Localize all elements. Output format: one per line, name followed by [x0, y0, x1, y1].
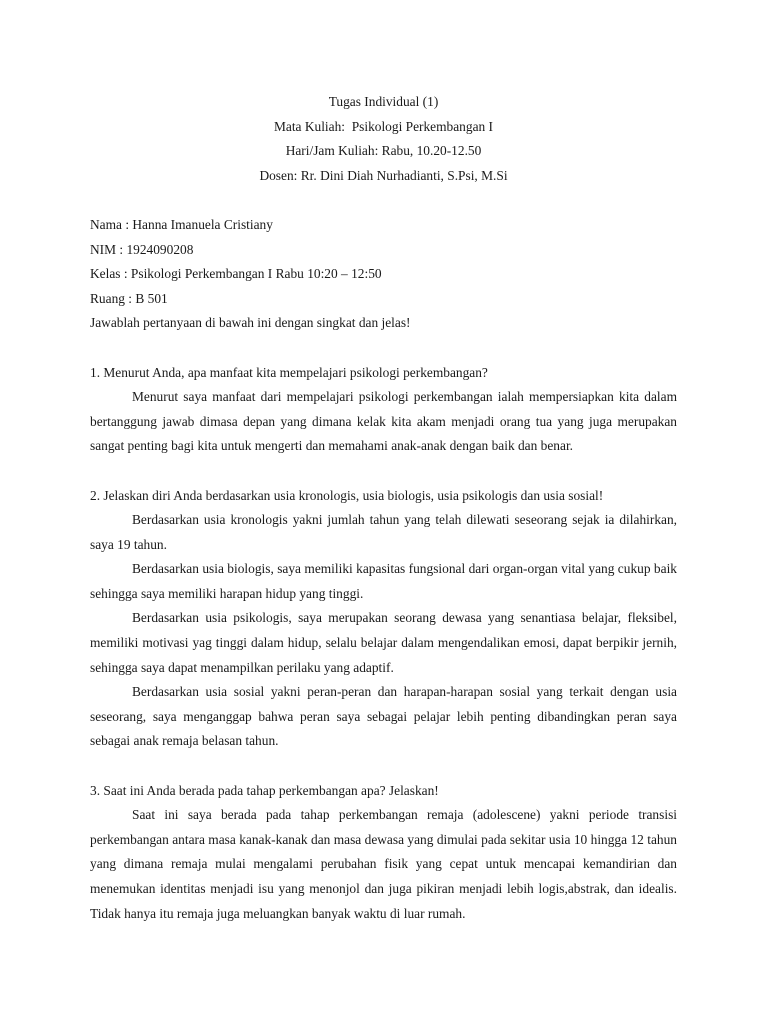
student-room: Ruang : B 501: [90, 290, 168, 306]
question-1: 1. Menurut Anda, apa manfaat kita mempelajari psikologi perkembangan?: [90, 364, 488, 380]
answer-paragraph: Saat ini saya berada pada tahap perkembangan remaja (adolescene) yakni periode transisi perkembangan antara masa kanak-kanak dan masa dewasa yang dimulai pada sekitar usia 10 hingga 12 tahun yang dimana remaja mulai mengalami perubahan fisik yang cepat untuk mencapai kemandirian dan menemukan identitas menjadi isu yang menonjol dan juga pikiran menjadi lebih logis,abstrak, dan idealis. Tidak hanya itu remaja juga meluangkan banyak waktu di luar rumah.: [90, 807, 677, 921]
answer-paragraph: Berdasarkan usia biologis, saya memiliki kapasitas fungsional dari organ-organ vital yang cukup baik sehingga saya memiliki harapan hidup yang tinggi.: [90, 561, 677, 601]
question-2: 2. Jelaskan diri Anda berdasarkan usia kronologis, usia biologis, usia psikologis dan usia sosial!: [90, 487, 604, 503]
spacer: [90, 336, 677, 361]
answer-paragraph: Berdasarkan usia sosial yakni peran-peran dan harapan-harapan sosial yang terkait dengan usia seseorang, saya menganggap bahwa peran saya sebagai pelajar lebih penting dibandingkan peran saya sebagai anak remaja belasan tahun.: [90, 684, 677, 749]
student-nim: NIM : 1924090208: [90, 241, 194, 257]
answer-paragraph: Berdasarkan usia kronologis yakni jumlah tahun yang telah dilewati seseorang sejak ia dilahirkan, saya 19 tahun.: [90, 512, 677, 552]
schedule-line: Hari/Jam Kuliah: Rabu, 10.20-12.50: [285, 143, 482, 159]
question-block-3: [90, 779, 677, 927]
answer-paragraph: Menurut saya manfaat dari mempelajari psikologi perkembangan ialah mempersiapkan kita dalam bertanggung jawab dimasa depan yang dimana kelak kita akam menjadi orang tua yang juga merupakan sangat penting bagi kita untuk mengerti dan memahami anak-anak dengan baik dan benar.: [90, 389, 677, 454]
question-3: 3. Saat ini Anda berada pada tahap perkembangan apa? Jelaskan!: [90, 782, 439, 798]
assignment-title: Tugas Individual (1): [328, 94, 439, 109]
question-block-2: [90, 484, 677, 755]
answer-paragraph: Berdasarkan usia psikologis, saya merupakan seorang dewasa yang senantiasa belajar, fleksibel, memiliki motivasi yag tinggi dalam hidup, selalu belajar dalam mengendalikan emosi, dapat berpikir jernih, sehingga saya dapat menampilkan perilaku yang adaptif.: [90, 610, 677, 675]
course-line: Mata Kuliah: Psikologi Perkembangan I: [273, 118, 494, 134]
instruction-line: Jawablah pertanyaan di bawah ini dengan singkat dan jelas!: [90, 315, 411, 331]
student-name: Nama : Hanna Imanuela Cristiany: [90, 216, 273, 232]
spacer: [90, 754, 677, 779]
lecturer-line: Dosen: Rr. Dini Diah Nurhadianti, S.Psi, M.Si: [259, 167, 508, 183]
document-page: [90, 90, 677, 926]
document-header: [90, 90, 677, 188]
student-class: Kelas : Psikologi Perkembangan I Rabu 10:20 – 12:50: [90, 266, 382, 282]
spacer: [90, 188, 677, 213]
student-identity: [90, 213, 677, 336]
spacer: [90, 459, 677, 484]
question-block-1: [90, 361, 677, 459]
